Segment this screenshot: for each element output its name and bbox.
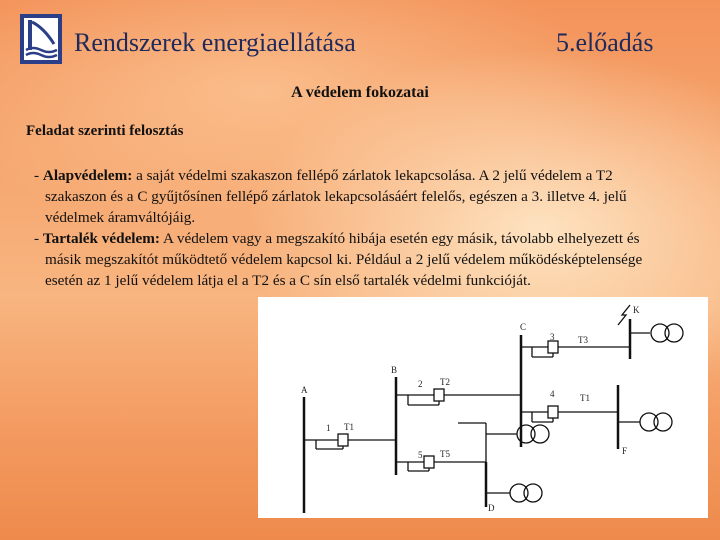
bus-label-f: F bbox=[622, 446, 628, 456]
bullet-term: Alapvédelem: bbox=[42, 167, 133, 184]
bullet-text: a saját védelmi szakaszon fellépő zárlatok lekapcsolása. A 2 jelű védelem a T2 szakaszon és a C gyűjtősínen fellépő zárlatok lekapcsolásáért felelős, egészen a 3. illetve 4. jelű védelmek áramváltójáig. bbox=[45, 167, 627, 226]
lecture-number: 5.előadás bbox=[556, 28, 654, 57]
fault-arrow-icon bbox=[618, 305, 630, 325]
relay-5-icon bbox=[424, 456, 434, 468]
bullet-primary-protection: - Alapvédelem: a saját védelmi szakaszon fellépő zárlatok lekapcsolása. A 2 jelű védelem a T2 szakaszon és a C gyűjtősínen fellépő zárlatok lekapcsolásáért felelős, egészen a 3. illetve 4. jelű védelmek áramváltójáig. bbox=[34, 167, 627, 226]
bullet-term: Tartalék védelem: bbox=[42, 230, 160, 247]
relay-label-2: 2 bbox=[418, 379, 423, 389]
bus-label-k: K bbox=[633, 305, 640, 315]
line-label-t3: T3 bbox=[578, 335, 588, 345]
header-title: Rendszerek energiaellátása bbox=[74, 28, 356, 57]
line-label-t1-c: T1 bbox=[580, 393, 590, 403]
relay-2-icon bbox=[434, 389, 444, 401]
bus-label-d: D bbox=[488, 503, 495, 513]
transformer-icon bbox=[510, 484, 528, 502]
transformer-icon bbox=[517, 425, 535, 443]
line-label-t2: T2 bbox=[440, 377, 450, 387]
bullet-list bbox=[34, 165, 674, 291]
relay-label-5: 5 bbox=[418, 450, 423, 460]
line-label-t5: T5 bbox=[440, 449, 450, 459]
transformer-icon bbox=[651, 324, 669, 342]
bus-label-a: A bbox=[301, 385, 308, 395]
university-logo-icon bbox=[20, 14, 62, 64]
relay-label-1: 1 bbox=[326, 423, 331, 433]
relay-1-icon bbox=[338, 434, 348, 446]
transformer-icon bbox=[640, 413, 658, 431]
relay-label-3: 3 bbox=[550, 332, 555, 342]
bus-label-b: B bbox=[391, 365, 398, 375]
line-label-t1: T1 bbox=[344, 422, 354, 432]
relay-3-icon bbox=[548, 341, 558, 353]
bullet-text: A védelem vagy a megszakító hibája esetén egy másik, távolabb elhelyezett és másik megszakítót működtető védelem kapcsol ki. Például a 2 jelű védelem működésképtelensége esetén az 1 jelű védelem látja el a T2 és a C sín első tartalék védelmi funkcióját. bbox=[45, 230, 643, 289]
slide-title: A védelem fokozatai bbox=[291, 84, 429, 101]
protection-network-diagram bbox=[258, 297, 708, 518]
bullet-backup-protection: - Tartalék védelem: A védelem vagy a megszakító hibája esetén egy másik, távolabb elhelyezett és másik megszakítót működtető védelem kapcsol ki. Például a 2 jelű védelem működésképtelensége esetén az 1 jelű védelem látja el a T2 és a C sín első tartalék védelmi funkcióját. bbox=[34, 230, 643, 289]
bus-label-c: C bbox=[520, 322, 527, 332]
section-heading: Feladat szerinti felosztás bbox=[26, 123, 184, 139]
relay-4-icon bbox=[548, 406, 558, 418]
relay-label-4: 4 bbox=[550, 389, 555, 399]
